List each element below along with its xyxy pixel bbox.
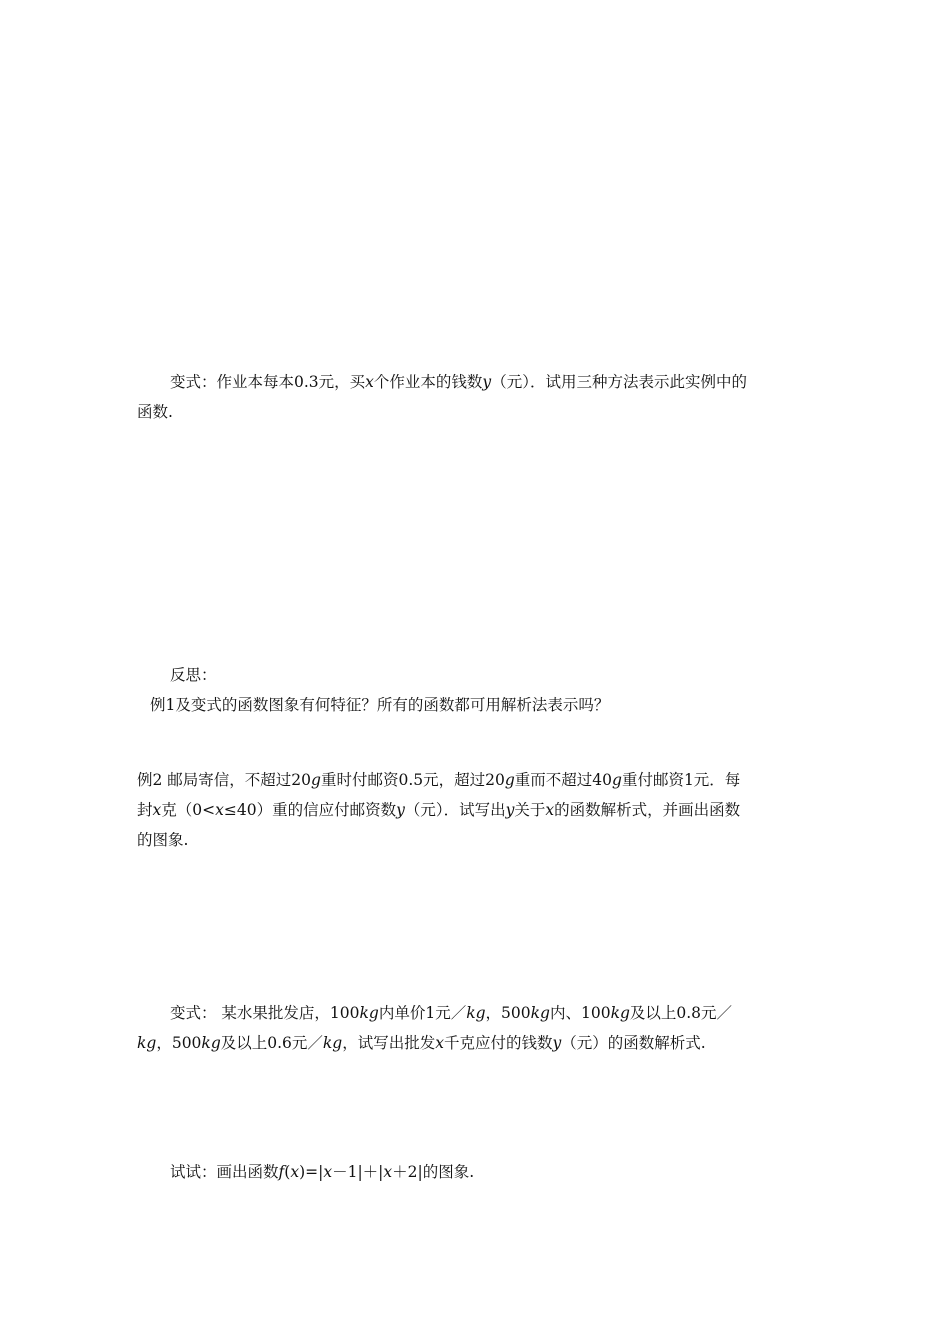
text-run: 内、100 — [549, 1004, 611, 1022]
text-run: －1|＋| — [332, 1163, 384, 1181]
math-var-x: x — [435, 1034, 444, 1052]
reflection-paragraph — [150, 660, 609, 720]
text-run: )=| — [299, 1163, 324, 1181]
reflection-question: 例1及变式的函数图象有何特征？所有的函数都可用解析法表示吗？ — [150, 696, 610, 714]
text-run: （元）的函数解析式. — [561, 1034, 706, 1052]
reflection-heading: 反思： — [170, 666, 217, 684]
text-run: ≤40）重的信应付邮资数 — [223, 801, 397, 819]
variant-1-line-2: 函数. — [137, 403, 173, 421]
text-run: 重付邮资1元．每 — [621, 771, 741, 789]
math-unit-kg: kg — [322, 1034, 343, 1052]
example-2-line-2 — [137, 795, 740, 825]
math-func-f: f — [278, 1163, 285, 1181]
example-2-line-1 — [137, 765, 740, 795]
text-run: （元）．试写出 — [404, 801, 506, 819]
text-run: 例2 邮局寄信，不超过20 — [137, 771, 312, 789]
math-unit-kg: kg — [359, 1004, 379, 1022]
text-run: 重时付邮资0.5元，超过20 — [320, 771, 505, 789]
math-var-x: x — [365, 373, 374, 391]
variant-1-line-1 — [137, 367, 747, 397]
text-run: 关于 — [514, 801, 546, 819]
math-unit-kg: kg — [137, 1034, 157, 1052]
text-run: 个作业本的钱数 — [373, 373, 483, 391]
text-run: 重而不超过40 — [514, 771, 612, 789]
try-it-paragraph — [170, 1157, 474, 1187]
math-var-x: x — [545, 801, 555, 819]
text-run: 及以上0.8元／ — [629, 1004, 733, 1022]
text-run: ，500 — [485, 1004, 531, 1022]
math-var-x: x — [290, 1163, 300, 1181]
text-run: 封 — [137, 801, 153, 819]
math-var-x: x — [383, 1163, 393, 1181]
example-2-line-3: 的图象. — [137, 831, 189, 849]
math-unit-kg: kg — [530, 1004, 550, 1022]
example-2-paragraph — [137, 765, 740, 855]
text-run: ( — [284, 1163, 291, 1181]
math-var-x: x — [323, 1163, 333, 1181]
math-unit-g: g — [612, 771, 622, 789]
text-run: 及以上0.6元／ — [220, 1034, 323, 1052]
math-unit-g: g — [311, 771, 321, 789]
variant-1-paragraph — [137, 367, 747, 427]
text-run: 内单价1元／ — [378, 1004, 467, 1022]
text-run: 变式： 某水果批发店，100 — [170, 1004, 360, 1022]
variant-2-line-1 — [137, 998, 732, 1028]
math-unit-kg: kg — [201, 1034, 221, 1052]
math-unit-kg: kg — [466, 1004, 486, 1022]
math-var-y: y — [552, 1034, 562, 1052]
math-var-x: x — [152, 801, 162, 819]
text-run: 试试：画出函数 — [170, 1163, 279, 1181]
text-run: 的函数解析式，并画出函数 — [554, 801, 741, 819]
text-run: ，500 — [156, 1034, 202, 1052]
math-unit-g: g — [504, 771, 515, 789]
variant-2-line-2 — [137, 1028, 732, 1058]
text-run: 千克应付的钱数 — [444, 1034, 553, 1052]
text-run: 克（0< — [161, 801, 216, 819]
variant-2-paragraph — [137, 998, 732, 1058]
math-var-y: y — [482, 373, 492, 391]
try-it-line — [170, 1157, 474, 1187]
text-run: （元）．试用三种方法表示此实例中的 — [491, 373, 747, 391]
math-unit-kg: kg — [610, 1004, 630, 1022]
math-var-x: x — [215, 801, 224, 819]
math-var-y: y — [396, 801, 405, 819]
text-run: ＋2|的图象. — [392, 1163, 475, 1181]
math-var-y: y — [505, 801, 515, 819]
text-run: 变式：作业本每本0.3元，买 — [170, 373, 366, 391]
text-run: ，试写出批发 — [342, 1034, 436, 1052]
